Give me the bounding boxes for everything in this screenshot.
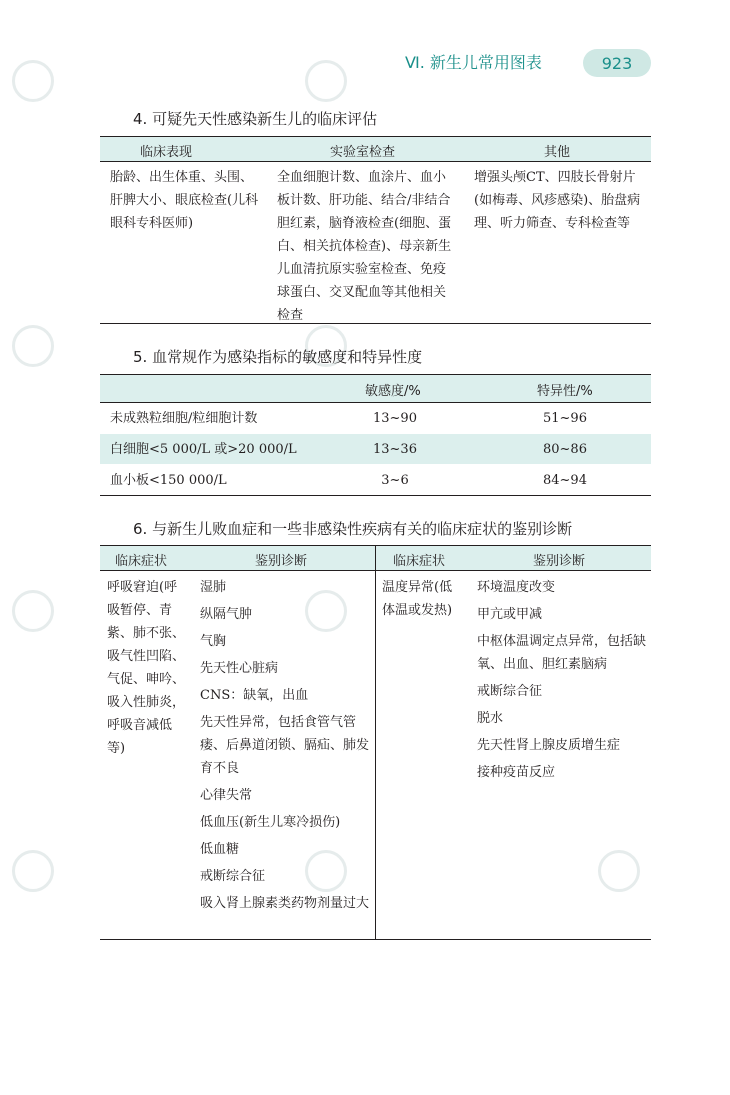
diagnosis-item: 吸入肾上腺素类药物剂量过大: [200, 896, 370, 911]
section6-right-symptom: 温度异常(低体温或发热): [382, 580, 453, 618]
section5-row-specificity: 51~96: [543, 411, 587, 426]
section5-row-sensitivity: 13~36: [373, 442, 417, 457]
section6-left-diagnoses: [200, 576, 370, 915]
diagnosis-item: 纵隔气肿: [200, 607, 253, 622]
section6-header-symptom-right: 临床症状: [393, 554, 446, 569]
section5-row-label: 白细胞<5 000/L 或>20 000/L: [110, 442, 297, 457]
section4-header-clinical: 临床表现: [140, 145, 193, 160]
diagnosis-item: 先天性肾上腺皮质增生症: [477, 738, 621, 753]
diagnosis-item: 脱水: [477, 711, 504, 726]
section6-right-diagnoses: [477, 576, 647, 784]
section6-header-diagnosis-right: 鉴别诊断: [533, 554, 586, 569]
section6-bottom-rule: [100, 939, 651, 940]
watermark-logo-icon: [12, 590, 54, 632]
watermark-logo-icon: [12, 850, 54, 892]
watermark-logo-icon: [12, 325, 54, 367]
diagnosis-item: 心律失常: [200, 788, 253, 803]
section5-header-rule: [100, 402, 651, 403]
section5-row-specificity: 80~86: [543, 442, 587, 457]
diagnosis-item: 甲亢或甲减: [477, 607, 543, 622]
diagnosis-item: 先天性心脏病: [200, 661, 279, 676]
diagnosis-item: 湿肺: [200, 580, 227, 595]
section6-left-symptom: 呼吸窘迫(呼吸暂停、青紫、肺不张、吸气性凹陷、气促、呻吟、吸入性肺炎，呼吸音减低等): [107, 580, 186, 756]
section4-title: 4. 可疑先天性感染新生儿的临床评估: [133, 110, 378, 128]
diagnosis-item: 低血压(新生儿寒冷损伤): [200, 815, 341, 830]
section5-row-label: 未成熟粒细胞/粒细胞计数: [110, 411, 258, 426]
section6-title: 6. 与新生儿败血症和一些非感染性疾病有关的临床症状的鉴别诊断: [133, 520, 573, 538]
section6-column-divider: [375, 545, 376, 939]
section5-row-sensitivity: 3~6: [381, 473, 409, 488]
watermark-logo-icon: [598, 850, 640, 892]
diagnosis-item: 气胸: [200, 634, 227, 649]
watermark-logo-icon: [305, 60, 347, 102]
diagnosis-item: 低血糖: [200, 842, 240, 857]
page-number: 923: [583, 49, 651, 77]
section5-row-label: 血小板<150 000/L: [110, 473, 227, 488]
section6-header-diagnosis-left: 鉴别诊断: [255, 554, 308, 569]
section5-bottom-rule: [100, 495, 651, 496]
section5-row-sensitivity: 13~90: [373, 411, 417, 426]
section4-header-other: 其他: [544, 145, 571, 160]
section4-bottom-rule: [100, 323, 651, 324]
diagnosis-item: 中枢体温调定点异常，包括缺氧、出血、胆红素脑病: [477, 634, 647, 672]
section5-row-specificity: 84~94: [543, 473, 587, 488]
section4-lab-cell: 全血细胞计数、血涂片、血小板计数、肝功能、结合/非结合胆红素，脑脊液检查(细胞、蛋白、相关抗体检查)、母亲新生儿血清抗原实验室检查、免疫球蛋白、交叉配血等其他相关检查: [277, 170, 452, 323]
diagnosis-item: 戒断综合征: [200, 869, 266, 884]
section4-header-rule: [100, 161, 651, 162]
section4-clinical-cell: 胎龄、出生体重、头围、肝脾大小、眼底检查(儿科眼科专科医师): [110, 170, 259, 231]
section4-other-cell: 增强头颅CT、四肢长骨射片(如梅毒、风疹感染)、胎盘病理、听力筛查、专科检查等: [474, 170, 641, 231]
section6-header-symptom-left: 临床症状: [115, 554, 168, 569]
diagnosis-item: 接种疫苗反应: [477, 765, 556, 780]
chapter-title: Ⅵ. 新生儿常用图表: [405, 53, 542, 72]
watermark-logo-icon: [12, 60, 54, 102]
section5-title: 5. 血常规作为感染指标的敏感度和特异性度: [133, 348, 423, 366]
diagnosis-item: 戒断综合征: [477, 684, 543, 699]
diagnosis-item: 先天性异常，包括食管气管瘘、后鼻道闭锁、膈疝、肺发育不良: [200, 715, 370, 776]
diagnosis-item: CNS：缺氧，出血: [200, 688, 309, 703]
section4-top-rule: [100, 136, 651, 137]
section5-top-rule: [100, 374, 651, 375]
section5-header-sensitivity: 敏感度/%: [365, 384, 421, 399]
diagnosis-item: 环境温度改变: [477, 580, 556, 595]
section4-header-lab: 实验室检查: [330, 145, 396, 160]
section5-header-specificity: 特异性/%: [537, 384, 593, 399]
